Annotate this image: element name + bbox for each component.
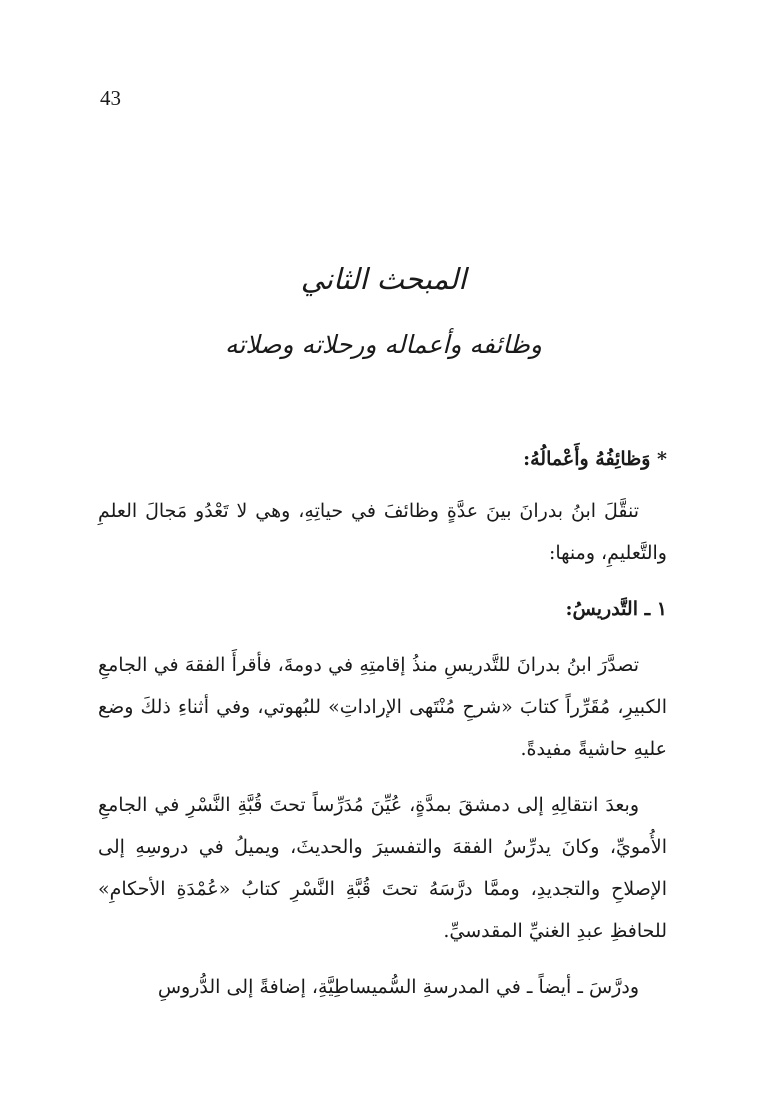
section-heading: * وَظائِفُهُ وأَعْمالُهُ: (523, 448, 667, 470)
chapter-title: المبحث الثاني (300, 262, 467, 296)
page-number: 43 (100, 86, 121, 110)
subheading-teaching: ١ ـ التَّدريسُ: (565, 598, 667, 620)
chapter-subtitle: وظائفه وأعماله ورحلاته وصلاته (225, 330, 542, 359)
body-text (98, 438, 667, 1008)
paragraph-1: تصدَّرَ ابنُ بدرانَ للتَّدريسِ منذُ إقامتِهِ في دومةَ، فأقرأَ الفقهَ في الجامعِ الكبيرِ، مُقَرِّراً كتابَ «شرحِ مُنْتَهى الإراداتِ» للبُهوتي، وفي أثناءِ ذلكَ وضع عليهِ حاشيةً مفيدةً. (98, 654, 667, 760)
paragraph-3: ودرَّسَ ـ أيضاً ـ في المدرسةِ السُّميساطِيَّةِ، إضافةً إلى الدُّروسِ (157, 976, 639, 998)
intro-paragraph: تنقَّلَ ابنُ بدرانَ بينَ عدَّةٍ وظائفَ في حياتِهِ، وهي لا تَعْدُو مَجالَ العلمِ والتَّعليمِ، ومنها: (98, 500, 667, 564)
paragraph-2: وبعدَ انتقالِهِ إلى دمشقَ بمدَّةٍ، عُيِّنَ مُدَرِّساً تحتَ قُبَّةِ النَّسْرِ في الجامعِ الأُمويِّ، وكانَ يدرِّسُ الفقهَ والتفسيرَ والحديثَ، ويميلُ في دروسِهِ إلى الإصلاحِ والتجديدِ، وممَّا درَّسَهُ تحتَ قُبَّةِ النَّسْرِ كتابُ «عُمْدَةِ الأحكامِ» للحافظِ عبدِ الغنيِّ المقدسيِّ. (98, 794, 667, 942)
